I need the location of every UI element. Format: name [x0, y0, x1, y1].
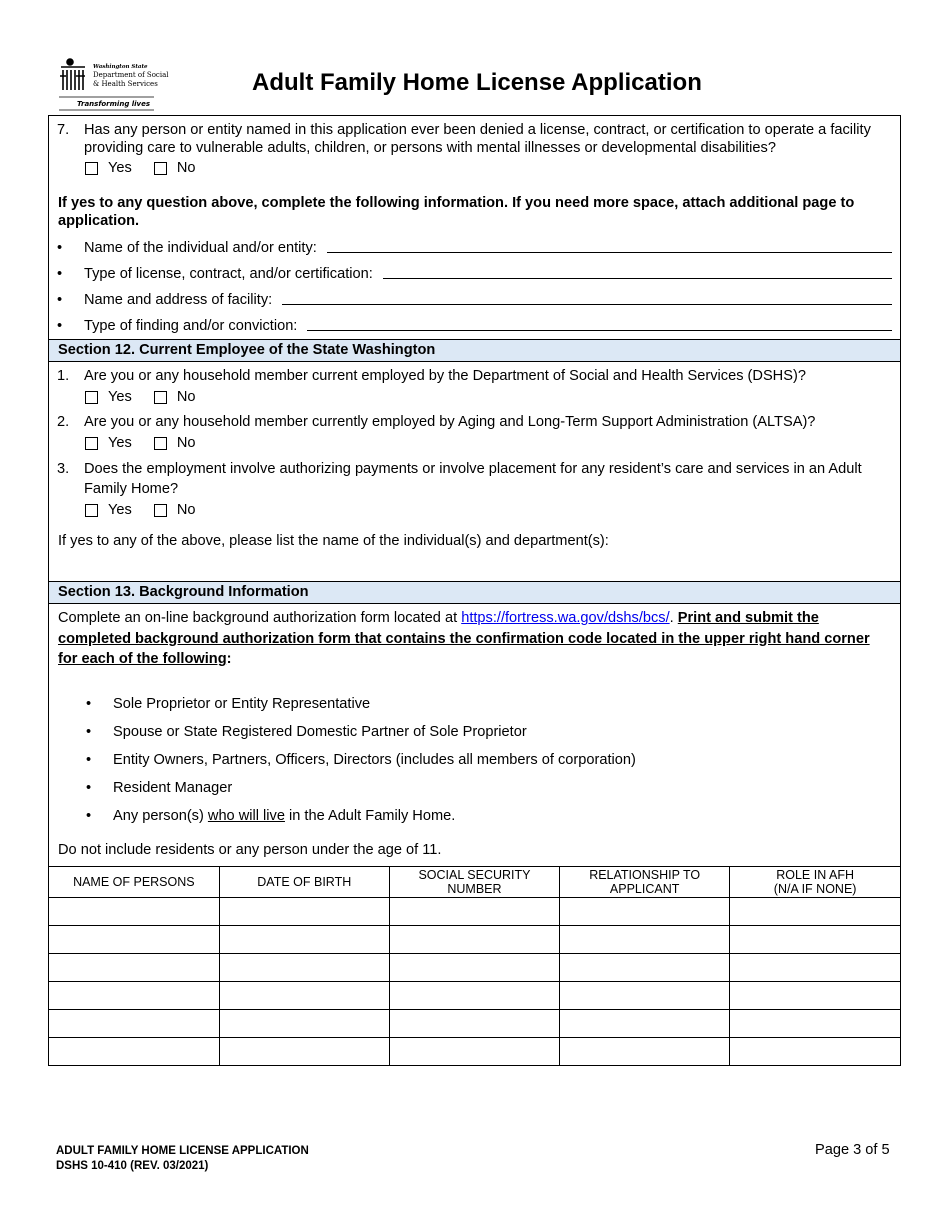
table-cell[interactable] — [389, 953, 559, 981]
table-cell[interactable] — [730, 981, 900, 1009]
background-intro — [58, 608, 891, 670]
header-text: (N/A IF NONE) — [773, 881, 857, 896]
question-2-options — [85, 433, 900, 453]
field-label: Name and address of facility: — [84, 292, 273, 308]
list-item-text: Entity Owners, Partners, Officers, Directors (includes all members of corporation) — [113, 751, 636, 768]
persons-table — [49, 866, 900, 1065]
bullet-icon: • — [57, 240, 63, 256]
question-text: Are you or any household member currently employed by Aging and Long-Term Support Administration (ALTSA)? — [84, 414, 816, 430]
section-13-heading: Section 13. Background Information — [49, 581, 900, 604]
individual-name-input[interactable] — [327, 252, 892, 253]
table-cell[interactable] — [730, 1009, 900, 1037]
finding-type-input[interactable] — [307, 330, 892, 331]
question-text: Does the employment involve authorizing payments or involve placement for any resident’s care and services in an Adult Family Home? — [84, 461, 862, 497]
field-finding-type — [49, 308, 900, 334]
yes-label: Yes — [108, 502, 132, 518]
yes-instruction: If yes to any question above, complete the following information. If you need more space, attach additional page to application. — [58, 195, 855, 229]
table-row — [49, 1009, 900, 1037]
print-submit-instruction: Print and submit the completed background authorization form that contains the confirmation code located in the upper right hand corner for each of the following — [58, 610, 870, 667]
question-number: 1. — [57, 368, 70, 384]
header-text: NAME OF PERSONS — [73, 874, 195, 889]
table-header-row — [49, 866, 900, 897]
bullet-icon: • — [86, 779, 92, 796]
yes-label: Yes — [108, 160, 132, 176]
field-label: Type of finding and/or conviction: — [84, 318, 298, 334]
yes-label: Yes — [108, 389, 132, 405]
field-facility-address — [49, 282, 900, 308]
fortress-link[interactable]: https://fortress.wa.gov/dshs/bcs/ — [461, 610, 670, 626]
intro-text-after: . — [669, 610, 678, 626]
question-number: 2. — [57, 414, 70, 430]
page-title: Adult Family Home License Application — [252, 69, 702, 96]
background-persons-list — [49, 690, 900, 830]
instruction-colon: : — [226, 651, 232, 667]
bullet-icon: • — [57, 266, 63, 282]
table-cell[interactable] — [49, 981, 219, 1009]
intro-text: Complete an on-line background authorization form located at — [58, 610, 462, 626]
list-item-underlined: who will live — [207, 807, 285, 824]
footer-form-number: DSHS 10-410 (REV. 03/2021) — [56, 1160, 209, 1172]
question-2 — [49, 413, 900, 431]
table-cell[interactable] — [560, 981, 730, 1009]
exclusion-note: Do not include residents or any person under the age of 11. — [58, 841, 442, 858]
no-label: No — [176, 389, 196, 405]
page-header — [57, 56, 902, 114]
table-row — [49, 897, 900, 925]
table-cell[interactable] — [730, 1037, 900, 1065]
form-body — [48, 115, 901, 1066]
no-checkbox[interactable] — [154, 162, 167, 175]
header-text: RELATIONSHIP TO — [589, 867, 701, 882]
table-cell[interactable] — [730, 953, 900, 981]
list-item — [49, 802, 900, 830]
table-cell[interactable] — [49, 897, 219, 925]
list-item-text-end: in the Adult Family Home. — [284, 807, 456, 824]
table-row — [49, 1037, 900, 1065]
table-cell[interactable] — [560, 925, 730, 953]
table-cell[interactable] — [219, 925, 389, 953]
header-text: SOCIAL SECURITY — [418, 867, 531, 882]
table-cell[interactable] — [219, 953, 389, 981]
no-label: No — [176, 160, 196, 176]
header-text: ROLE IN AFH — [776, 867, 855, 882]
table-cell[interactable] — [49, 925, 219, 953]
table-row — [49, 981, 900, 1009]
question-1 — [49, 367, 900, 385]
bullet-icon: • — [86, 751, 92, 768]
table-cell[interactable] — [219, 897, 389, 925]
column-header-name — [49, 866, 219, 897]
question-number: 3. — [57, 461, 70, 477]
no-label: No — [176, 435, 196, 451]
list-item — [49, 718, 900, 746]
question-text: Has any person or entity named in this application ever been denied a license, contract, or certification to operate a facility providing care to vulnerable adults, children, or persons with mental illnesses or developmental disabilities? — [84, 122, 871, 156]
header-text: DATE OF BIRTH — [257, 874, 352, 889]
list-item-text: Spouse or State Registered Domestic Partner of Sole Proprietor — [113, 723, 527, 740]
table-cell[interactable] — [389, 897, 559, 925]
logo-line-2: Department of Social — [93, 71, 169, 79]
field-license-type — [49, 256, 900, 282]
field-label: Type of license, contract, and/or certification: — [84, 266, 373, 282]
question-number: 7. — [57, 122, 70, 138]
table-cell[interactable] — [389, 1037, 559, 1065]
list-item — [49, 746, 900, 774]
yes-checkbox[interactable] — [85, 391, 98, 404]
facility-address-input[interactable] — [282, 304, 892, 305]
field-label: Name of the individual and/or entity: — [84, 240, 317, 256]
table-cell[interactable] — [49, 1037, 219, 1065]
question-1-options — [85, 387, 900, 407]
question-3 — [49, 459, 900, 499]
table-row — [49, 925, 900, 953]
table-cell[interactable] — [219, 1037, 389, 1065]
no-checkbox[interactable] — [154, 437, 167, 450]
table-cell[interactable] — [219, 981, 389, 1009]
table-cell[interactable] — [389, 981, 559, 1009]
yes-checkbox[interactable] — [85, 504, 98, 517]
table-cell[interactable] — [560, 897, 730, 925]
page-number: Page 3 of 5 — [815, 1142, 890, 1158]
no-checkbox[interactable] — [154, 504, 167, 517]
bullet-icon: • — [86, 807, 92, 824]
footer-form-name: ADULT FAMILY HOME LICENSE APPLICATION — [56, 1145, 309, 1157]
bullet-icon: • — [86, 695, 92, 712]
table-cell[interactable] — [560, 953, 730, 981]
yes-checkbox[interactable] — [85, 162, 98, 175]
no-label: No — [176, 502, 196, 518]
list-item — [49, 774, 900, 802]
table-cell[interactable] — [219, 1009, 389, 1037]
table-cell[interactable] — [730, 925, 900, 953]
header-text: APPLICANT — [609, 881, 680, 896]
list-item-text: Resident Manager — [113, 779, 233, 796]
question-text: Are you or any household member current employed by the Department of Social and Health Services (DSHS)? — [84, 368, 806, 384]
column-header-relationship — [560, 866, 730, 897]
logo-line-3: & Health Services — [93, 80, 158, 88]
list-item-text: Any person(s) — [113, 807, 208, 824]
footer-form-info — [56, 1144, 309, 1174]
column-header-ssn — [389, 866, 559, 897]
bullet-icon: • — [86, 723, 92, 740]
bullet-icon: • — [57, 292, 63, 308]
question-7 — [49, 121, 900, 157]
column-header-dob — [219, 866, 389, 897]
table-cell[interactable] — [560, 1009, 730, 1037]
question-3-options — [85, 500, 900, 520]
section-12-heading: Section 12. Current Employee of the State Washington — [49, 339, 900, 362]
dshs-logo — [57, 56, 169, 112]
table-cell[interactable] — [49, 953, 219, 981]
license-type-input[interactable] — [383, 278, 892, 279]
list-item — [49, 690, 900, 718]
yes-label: Yes — [108, 435, 132, 451]
column-header-role — [730, 866, 900, 897]
bullet-icon: • — [57, 318, 63, 334]
logo-tagline: Transforming lives — [77, 100, 151, 108]
table-cell[interactable] — [389, 1009, 559, 1037]
dshs-logo-mark — [57, 56, 169, 112]
table-cell[interactable] — [730, 897, 900, 925]
logo-line-1: Washington State — [93, 64, 148, 70]
no-checkbox[interactable] — [154, 391, 167, 404]
list-item-text: Sole Proprietor or Entity Representative — [113, 695, 371, 712]
table-row — [49, 953, 900, 981]
employee-list-note: If yes to any of the above, please list the name of the individual(s) and department(s): — [58, 533, 609, 549]
yes-checkbox[interactable] — [85, 437, 98, 450]
field-individual-name — [49, 230, 900, 256]
table-cell[interactable] — [389, 925, 559, 953]
table-cell[interactable] — [49, 1009, 219, 1037]
table-cell[interactable] — [560, 1037, 730, 1065]
question-7-options — [85, 158, 900, 178]
header-text: NUMBER — [447, 881, 502, 896]
